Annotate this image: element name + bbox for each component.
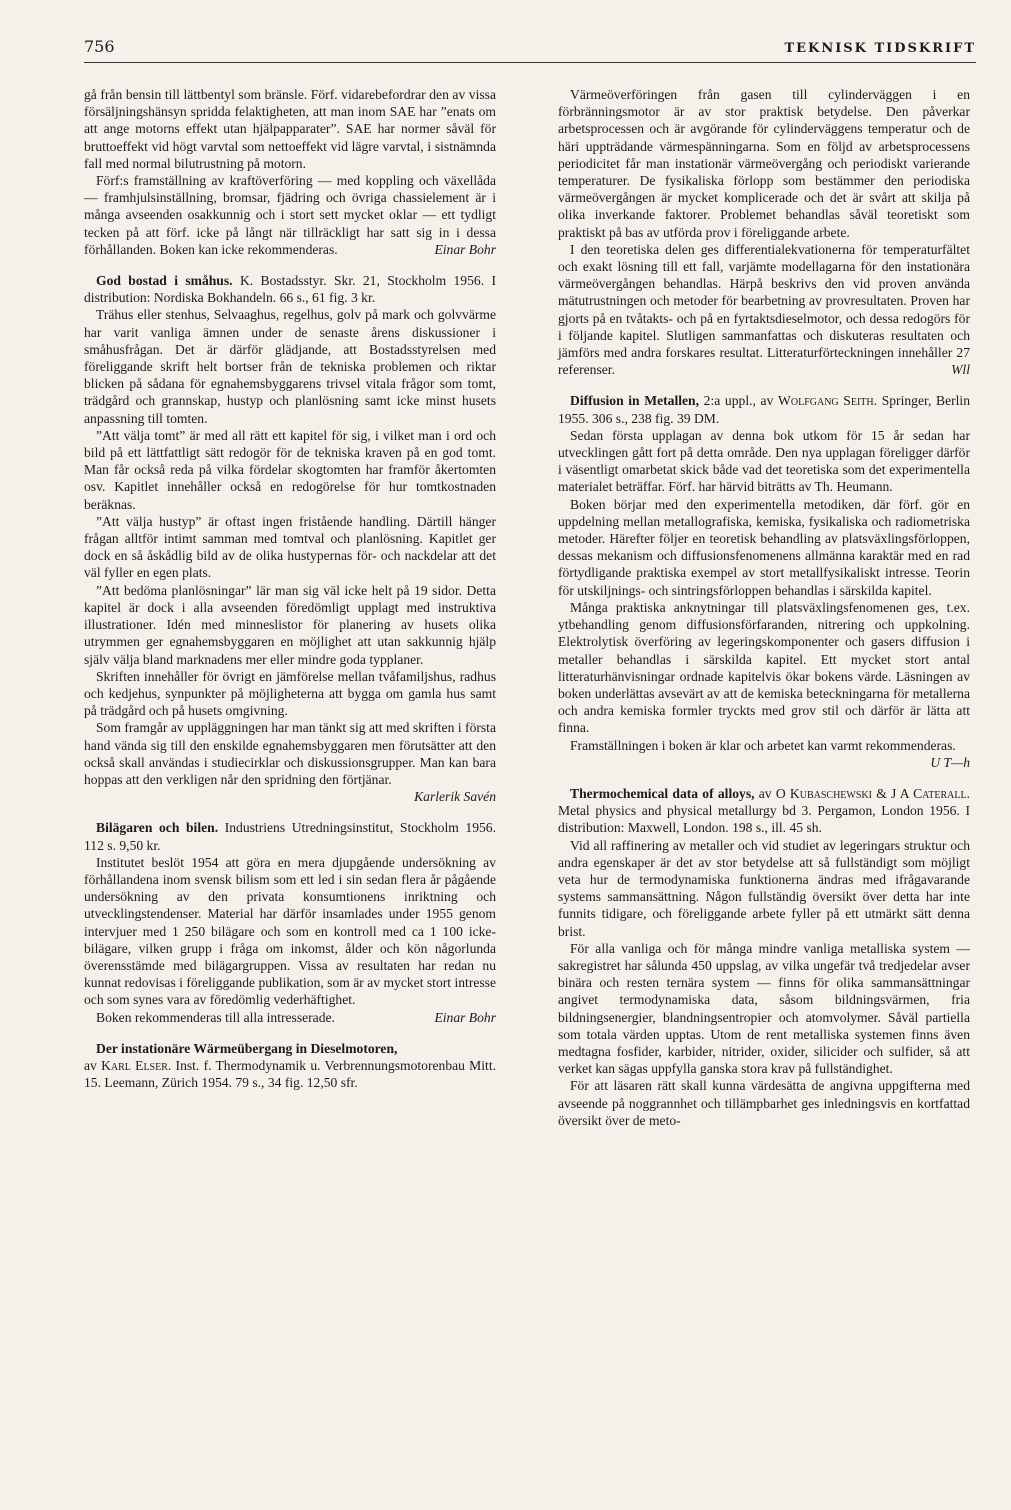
paragraph: Vid all raffinering av metaller och vid studiet av legeringars struktur och andra egenskaper är det av stor betydelse att så fullständigt som möjligt veta hur de termodynamiska funktionerna ändras med ifrågavarande systems sammansättning. Någon fullständig översikt över detta har inte funnits tidigare, och föreliggande arbete fyller på ett utmärkt sätt denna brist. <box>558 837 970 939</box>
reviewer-signature: Wll <box>951 362 970 378</box>
review-heading: Thermochemical data of alloys, av O Kubaschewski & J A Caterall. Metal physics and physical metallurgy bd 3. Pergamon, London 1956. I distribution: Maxwell, London. 198 s., ill. 45 sh. <box>558 785 971 836</box>
review-author: O Kubaschewski & J A Caterall <box>775 785 967 801</box>
review-heading: Der instationäre Wärmeübergang in Dieselmotoren, av Karl Elser. Inst. f. Thermodynamik u. Verbrennungsmotorenbau Mitt. 15. Leemann, Zürich 1954. 79 s., 34 fig. 12,50 sfr. <box>84 1040 497 1091</box>
paragraph: För att läsaren rätt skall kunna värdesätta de angivna uppgifterna med avseende på noggrannhet och tillämpbarhet ges inledningsvis en kortfattad översikt över de meto- <box>558 1078 970 1128</box>
paragraph: Boken rekommenderas till alla intresserade. Einar Bohr <box>96 1009 496 1025</box>
review-title: Diffusion in Metallen, <box>570 393 700 409</box>
paragraph: ”Att bedöma planlösningar” lär man sig väl icke helt på 19 sidor. Detta kapitel är dock i alla avseenden föredömligt upplagt med instruktiva illustrationer. Idén med minneslistor för planering av husets olika utrymmen ger egnahemsbyggaren en möjlighet att utan sakkunnig hjälp själv välja bland marknadens mer eller mindre goda typplaner. <box>84 582 496 667</box>
review-bilagaren <box>84 819 496 1025</box>
header-rule <box>84 62 976 63</box>
journal-title: TEKNISK TIDSKRIFT <box>784 41 976 56</box>
paragraph: ”Att välja hustyp” är oftast ingen fristående handling. Därtill hänger frågan alltför intimt samman med tomtval och planlösning. Kapitlet ger dock en så åskådlig bild av de olika hustypernas för- och nackdelar att det väl fyller en egen plats. <box>84 513 496 581</box>
paragraph: Värmeöverföringen från gasen till cylinderväggen i en förbränningsmotor är av stor praktisk betydelse. Den påverkar arbetsprocessen och är avgörande för cylinderväggens temperatur och de häri uppträdande värmespänningarna. Som en följd av arbetsprocessens periodicitet får man instationär värmeövergång och periodiskt varierande temperaturer. De fysikaliska förlopp som bestämmer den periodiska värmeövergången är mycket komplicerade och det är svårt att skilja på olika inverkande faktorer. Problemet behandlas såväl teoretiskt som praktiskt på bas av utförda prov i föreliggande arbete. <box>558 87 970 240</box>
review-continuation <box>84 86 496 258</box>
review-biblio: Industriens Utredningsinstitut, Stockholm 1956. 112 s. 9,50 kr. <box>84 820 496 853</box>
paragraph: Skriften innehåller för övrigt en jämförelse mellan tvåfamiljshus, radhus och kedjehus, synpunkter på möjligheterna att bygga om gamla hus samt på trädgård och på husets omgivning. <box>84 668 496 719</box>
paragraph: Trähus eller stenhus, Selvaaghus, regelhus, golv på mark och golvvärme har varit vanliga ämnen under de senaste årens diskussioner i småhusfrågan. Det är därför glädjande, att Bostadsstyrelsen med föreliggande skrift helt bortser från de tekniska problemen och riktar blicken på sådana för egnahemsbyggarens trivsel vitala frågor som tomt, trädgård och grannskap, hustyp och planlösning samt icke minst husets anpassning till tomten. <box>84 307 496 426</box>
review-title: Bilägaren och bilen. <box>96 820 219 836</box>
review-biblio: Springer, Berlin 1955. 306 s., 238 fig. 39 DM. <box>558 393 971 426</box>
paragraph: Sedan första upplagan av denna bok utkom för 15 år sedan har utvecklingen gått fort på detta område. Den nya upplagan föreligger därför i väsentligt omarbetat skick både vad det teoretiska som det experimentella materialet beträffar. Förf. har härvid biträtts av Th. Heumann. <box>558 427 970 495</box>
review-title: God bostad i småhus. <box>96 273 233 289</box>
review-heading <box>84 272 496 306</box>
paragraph: För alla vanliga och för många mindre vanliga metalliska system — sakregistret har sålunda 450 uppslag, av vilka ungefär två tredjedelar avser binära och resten ternära system — finns för olika sammansättningar angivet termodynamiska data, såsom bildningsvärmen, fria bildningsenergier, blandningsentropier och atomvolymer. Såväl partiella som totala värden upptas. Utom de rent metalliska systemen finns även medtagna fosfider, karbider, nitrider, oxider, silicider och sulfider, så att verket kan sägas uppfylla ganska stora krav på fullständighet. <box>558 940 970 1077</box>
review-title: Thermochemical data of alloys, <box>570 785 755 801</box>
reviewer-signature: U T—h <box>930 754 970 770</box>
review-biblio: . Inst. f. Thermodynamik u. Verbrennungsmotorenbau Mitt. 15. Leemann, Zürich 1954. 79 s., 34 fig. 12,50 sfr. <box>84 1057 497 1091</box>
review-heading: Diffusion in Metallen, 2:a uppl., av Wolfgang Seith. Springer, Berlin 1955. 306 s., 238 fig. 39 DM. <box>558 393 971 426</box>
paragraph: Framställningen i boken är klar och arbetet kan varmt rekommenderas. U T—h <box>570 737 970 770</box>
review-author: Wolfgang Seith <box>778 393 874 409</box>
review-god-bostad <box>84 272 496 805</box>
review-heading <box>84 819 496 853</box>
review-warmeubergang-heading <box>84 1040 496 1092</box>
review-warmeubergang-body <box>558 86 970 378</box>
reviewer-signature: Karlerik Savén <box>414 789 496 805</box>
page-number: 756 <box>84 37 115 56</box>
review-author: Karl Elser <box>101 1057 168 1073</box>
review-biblio: K. Bostadsstyr. Skr. 21, Stockholm 1956. I distribution: Nordiska Bokhandeln. 66 s., 61 fig. 3 kr. <box>84 273 496 306</box>
reviewer-signature: Einar Bohr <box>434 1009 496 1025</box>
page-header <box>84 34 976 56</box>
paragraph: Boken börjar med den experimentella metodiken, där förf. gör en uppdelning mellan metallografiska, kemiska, fysikaliska och radiometriska metoder. Härefter följer en teoretisk behandling av platsväxlingsförloppen, dessas mekanism och diffusionsfenomenens allmänna karaktär med en rad förtydligande praktiska exempel av stort metallfysikaliskt intresse. Teorin för utskiljnings- och sintringsförloppen behandlas i särskilda kapitel. <box>558 496 970 598</box>
review-title: Der instationäre Wärmeübergang in Dieselmotoren, <box>96 1040 398 1056</box>
paragraph: I den teoretiska delen ges differentialekvationerna för temperaturfältet och exakt lösning till ett fall, varjämte modellagarna för den instationära värmeövergången behandlas. Härpå beskrivs den vid proven använda mätutrustningen och metoder för bearbetning av provresultaten. Proven har gjorts på en tvåtakts- och på en fyrtaktsdieselmotor, och dessa redogörs för i följande kapitel. Slutligen sammanfattas och diskuteras resultaten och jämförs med andra forskares resultat. Litteraturförteckningen innehåller 27 referenser. Wll <box>558 241 970 378</box>
paragraph: Som framgår av uppläggningen har man tänkt sig att med skriften i första hand vända sig till den enskilde egnahemsbyggaren men förutsätter att den också skall användas i studiecirklar och diskussionsgrupper. Man kan bara hoppas att den verkligen når den spridning den förtjänar. <box>84 720 496 787</box>
right-column <box>558 86 970 1143</box>
paragraph: gå från bensin till lättbentyl som bränsle. Förf. vidarebefordrar den av vissa försäljningshänsyn spridda felaktigheten, att man inom SAE har ”enats om att ange motorns effekt utan hjälpapparater”. SAE har normer såväl för bruttoeffekt vid högt varvtal som nettoeffekt vid lägre varvtal, i sistnämnda fall med normal bilutrustning på motorn. <box>84 87 496 171</box>
paragraph: ”Att välja tomt” är med all rätt ett kapitel för sig, i vilket man i ord och bild på ett lättfattligt sätt redogör för de tekniska kraven på en god tomt. Man får också reda på vilka fördelar skogtomten har framför åkertomten osv. Kapitlet innehåller också en redogörelse för hur tomtkostnaden beräknas. <box>84 427 496 512</box>
paragraph: Institutet beslöt 1954 att göra en mera djupgående undersökning av förhållandena inom svensk bilism som ett led i sin sedan flera år pågående undersökning av den privata konsumtionens inriktning och utvecklingstendenser. Material har därför insamlades under 1955 genom intervjuer med 1 250 bilägare och som en kontroll med ca 1 100 icke-bilägare, vilken grupp i fråga om inkomst, ålder och kön någorlunda överensstämde med bilägargruppen. Vissa av resultaten har redan nu kunnat redovisas i föreliggande publikation, som är av mycket stort intresse och som synes vara av föredömlig vederhäftighet. <box>84 854 496 1008</box>
left-column <box>84 86 496 1105</box>
review-diffusion <box>558 392 970 770</box>
review-biblio: . Metal physics and physical metallurgy bd 3. Pergamon, London 1956. I distribution: Maxwell, London. 198 s., ill. 45 sh. <box>558 785 971 836</box>
paragraph: Många praktiska anknytningar till platsväxlingsfenomenen ges, t.ex. ytbehandling genom diffusionsförfaranden, nitrering och uppkolning. Elektrolytisk överföring av legeringskomponenter och gasers diffusion i metaller behandlas i särskilda kapitel. Ett mycket stort antal litteraturhänvisningar ordnade kapitelvis ökar bokens värde. Läsningen av boken underlättas avsevärt av att de kemiska beteckningarna för metallerna och andra kemiska formler tryckts med grov stil och därför är lätta att finna. <box>558 599 970 736</box>
reviewer-signature: Einar Bohr <box>434 241 496 257</box>
paragraph: Förf:s framställning av kraftöverföring — med koppling och växellåda — framhjulsinställning, bromsar, fjädring och övriga chassielement är i många avseenden osakkunnig och i stort sett mycket oklar — ett tydligt tecken på att förf. icke på långt när tillräckligt har satt sig in i dessa förhållanden. Boken kan icke rekommenderas. Einar Bohr <box>84 173 496 257</box>
review-thermochemical <box>558 785 970 1129</box>
